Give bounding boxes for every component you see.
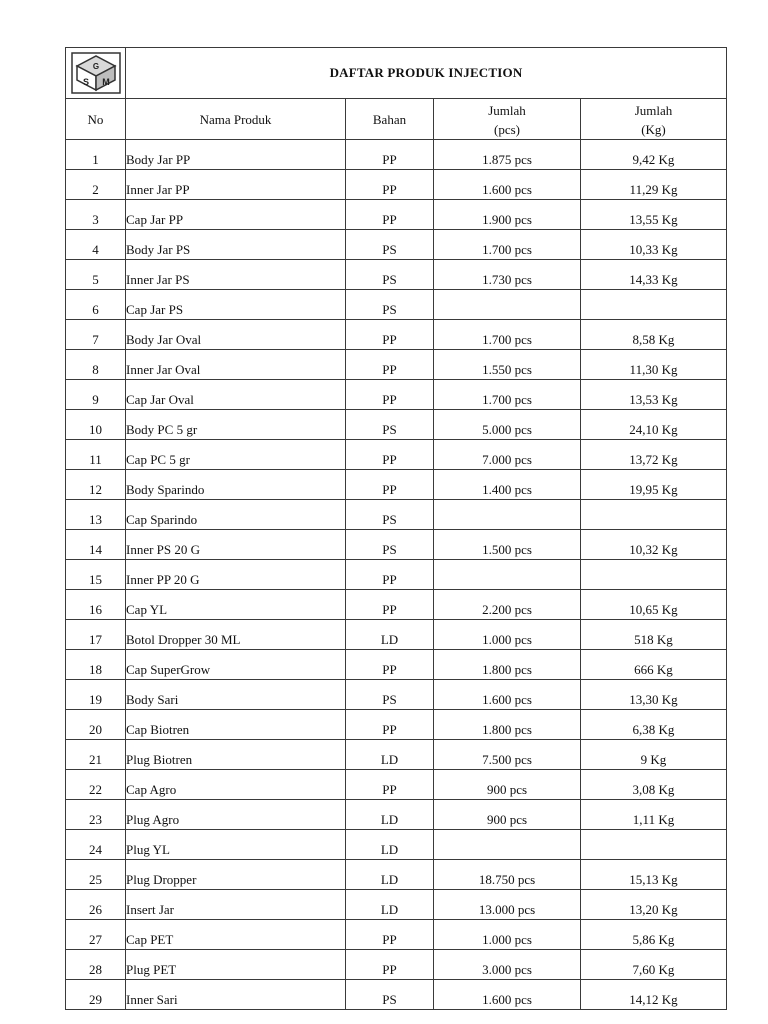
cell-jumlah-kg: 10,32 Kg: [581, 530, 727, 560]
cell-jumlah-pcs: 1.000 pcs: [434, 620, 581, 650]
cell-bahan: LD: [346, 800, 434, 830]
cell-nama-produk: Plug YL: [126, 830, 346, 860]
cell-no: 19: [66, 680, 126, 710]
table-row: [66, 170, 727, 200]
cell-jumlah-pcs: 7.000 pcs: [434, 440, 581, 470]
svg-text:S: S: [82, 77, 89, 87]
cell-no: 8: [66, 350, 126, 380]
cell-bahan: PP: [346, 560, 434, 590]
cell-nama-produk: Inner Sari: [126, 980, 346, 1010]
table-row: [66, 830, 727, 860]
cell-no: 23: [66, 800, 126, 830]
cell-bahan: PP: [346, 920, 434, 950]
cell-nama-produk: Inner PP 20 G: [126, 560, 346, 590]
cell-nama-produk: Cap Jar Oval: [126, 380, 346, 410]
cell-bahan: LD: [346, 740, 434, 770]
cell-nama-produk: Cap PET: [126, 920, 346, 950]
cell-jumlah-kg: 14,33 Kg: [581, 260, 727, 290]
table-row: [66, 980, 727, 1010]
cell-no: 16: [66, 590, 126, 620]
cell-bahan: PP: [346, 320, 434, 350]
cell-bahan: PS: [346, 530, 434, 560]
cell-bahan: PP: [346, 440, 434, 470]
cell-bahan: PS: [346, 260, 434, 290]
cell-jumlah-pcs: 1.800 pcs: [434, 710, 581, 740]
cell-jumlah-kg: 11,29 Kg: [581, 170, 727, 200]
cell-no: 25: [66, 860, 126, 890]
table-row: [66, 710, 727, 740]
cell-no: 20: [66, 710, 126, 740]
cell-jumlah-pcs: 1.000 pcs: [434, 920, 581, 950]
cell-bahan: LD: [346, 830, 434, 860]
page-title: DAFTAR PRODUK INJECTION: [126, 48, 727, 99]
table-row: [66, 920, 727, 950]
cell-bahan: PS: [346, 680, 434, 710]
cell-nama-produk: Inner Jar Oval: [126, 350, 346, 380]
cell-jumlah-kg: 24,10 Kg: [581, 410, 727, 440]
table-row: [66, 200, 727, 230]
cell-jumlah-kg: 1,11 Kg: [581, 800, 727, 830]
cell-nama-produk: Insert Jar: [126, 890, 346, 920]
table-row: [66, 890, 727, 920]
cell-nama-produk: Inner Jar PS: [126, 260, 346, 290]
cell-jumlah-kg: [581, 290, 727, 320]
cell-bahan: PS: [346, 500, 434, 530]
cell-jumlah-pcs: 1.700 pcs: [434, 320, 581, 350]
table-row: [66, 860, 727, 890]
header-no: No: [66, 99, 126, 140]
cell-nama-produk: Body Sparindo: [126, 470, 346, 500]
cell-bahan: LD: [346, 890, 434, 920]
header-jumlah-kg: [581, 99, 727, 140]
header-jumlah-kg-line2: (Kg): [641, 122, 666, 137]
table-row: [66, 770, 727, 800]
cell-nama-produk: Cap YL: [126, 590, 346, 620]
table-row: [66, 800, 727, 830]
cell-jumlah-kg: 14,12 Kg: [581, 980, 727, 1010]
cell-jumlah-kg: 19,95 Kg: [581, 470, 727, 500]
cell-nama-produk: Plug Agro: [126, 800, 346, 830]
cell-jumlah-kg: 9 Kg: [581, 740, 727, 770]
cell-no: 12: [66, 470, 126, 500]
cell-no: 14: [66, 530, 126, 560]
table-row: [66, 680, 727, 710]
header-jumlah-pcs-line2: (pcs): [494, 122, 520, 137]
gsm-logo-icon: [71, 52, 121, 94]
cell-jumlah-kg: 518 Kg: [581, 620, 727, 650]
cell-bahan: PS: [346, 980, 434, 1010]
cell-bahan: PP: [346, 140, 434, 170]
table-row: [66, 140, 727, 170]
table-row: [66, 230, 727, 260]
cell-jumlah-kg: 8,58 Kg: [581, 320, 727, 350]
header-nama-produk: Nama Produk: [126, 99, 346, 140]
cell-jumlah-pcs: 1.875 pcs: [434, 140, 581, 170]
header-jumlah-pcs: [434, 99, 581, 140]
cell-no: 15: [66, 560, 126, 590]
cell-jumlah-kg: 10,33 Kg: [581, 230, 727, 260]
cell-bahan: PP: [346, 770, 434, 800]
cell-no: 5: [66, 260, 126, 290]
cell-jumlah-kg: 6,38 Kg: [581, 710, 727, 740]
cell-jumlah-pcs: 3.000 pcs: [434, 950, 581, 980]
cell-nama-produk: Body Jar PP: [126, 140, 346, 170]
cell-nama-produk: Cap SuperGrow: [126, 650, 346, 680]
cell-jumlah-kg: 13,53 Kg: [581, 380, 727, 410]
cell-bahan: PP: [346, 590, 434, 620]
table-row: [66, 410, 727, 440]
cell-jumlah-pcs: 1.400 pcs: [434, 470, 581, 500]
cell-jumlah-kg: 13,20 Kg: [581, 890, 727, 920]
table-row: [66, 320, 727, 350]
cell-no: 1: [66, 140, 126, 170]
cell-jumlah-kg: 11,30 Kg: [581, 350, 727, 380]
table-row: [66, 950, 727, 980]
table-row: [66, 650, 727, 680]
logo-text: G: [92, 62, 99, 71]
cell-no: 17: [66, 620, 126, 650]
cell-no: 18: [66, 650, 126, 680]
cell-bahan: PP: [346, 380, 434, 410]
cell-jumlah-kg: 13,72 Kg: [581, 440, 727, 470]
logo-cell: [66, 48, 126, 99]
cell-bahan: PP: [346, 950, 434, 980]
cell-jumlah-pcs: [434, 560, 581, 590]
cell-bahan: PP: [346, 470, 434, 500]
cell-nama-produk: Cap Agro: [126, 770, 346, 800]
table-row: [66, 440, 727, 470]
cell-bahan: PP: [346, 710, 434, 740]
cell-bahan: PP: [346, 200, 434, 230]
table-row: [66, 590, 727, 620]
cell-bahan: PP: [346, 650, 434, 680]
table-row: [66, 470, 727, 500]
header-jumlah-kg-line1: Jumlah: [634, 103, 673, 118]
header-bahan: Bahan: [346, 99, 434, 140]
cell-nama-produk: Cap Jar PS: [126, 290, 346, 320]
product-sheet: [65, 47, 726, 1010]
cell-bahan: PS: [346, 410, 434, 440]
cell-jumlah-pcs: 1.600 pcs: [434, 980, 581, 1010]
cell-nama-produk: Botol Dropper 30 ML: [126, 620, 346, 650]
cell-jumlah-kg: 13,30 Kg: [581, 680, 727, 710]
cell-jumlah-kg: 3,08 Kg: [581, 770, 727, 800]
cell-no: 6: [66, 290, 126, 320]
cell-no: 13: [66, 500, 126, 530]
cell-nama-produk: Inner Jar PP: [126, 170, 346, 200]
cell-jumlah-kg: 666 Kg: [581, 650, 727, 680]
cell-jumlah-pcs: 7.500 pcs: [434, 740, 581, 770]
cell-no: 10: [66, 410, 126, 440]
cell-jumlah-pcs: 1.500 pcs: [434, 530, 581, 560]
cell-jumlah-pcs: 1.900 pcs: [434, 200, 581, 230]
cell-bahan: LD: [346, 620, 434, 650]
cell-jumlah-kg: 10,65 Kg: [581, 590, 727, 620]
header-jumlah-pcs-line1: Jumlah: [488, 103, 526, 118]
table-row: [66, 530, 727, 560]
table-row: [66, 350, 727, 380]
cell-nama-produk: Body PC 5 gr: [126, 410, 346, 440]
cell-jumlah-pcs: 2.200 pcs: [434, 590, 581, 620]
table-row: [66, 500, 727, 530]
cell-nama-produk: Cap Sparindo: [126, 500, 346, 530]
cell-jumlah-pcs: 1.700 pcs: [434, 380, 581, 410]
cell-jumlah-kg: 15,13 Kg: [581, 860, 727, 890]
cell-no: 7: [66, 320, 126, 350]
table-row: [66, 260, 727, 290]
cell-no: 2: [66, 170, 126, 200]
cell-no: 3: [66, 200, 126, 230]
cell-jumlah-pcs: [434, 290, 581, 320]
cell-jumlah-kg: [581, 500, 727, 530]
cell-bahan: PP: [346, 170, 434, 200]
cell-nama-produk: Body Jar Oval: [126, 320, 346, 350]
cell-nama-produk: Cap Biotren: [126, 710, 346, 740]
cell-nama-produk: Body Jar PS: [126, 230, 346, 260]
cell-jumlah-pcs: 18.750 pcs: [434, 860, 581, 890]
cell-no: 24: [66, 830, 126, 860]
cell-jumlah-pcs: 1.700 pcs: [434, 230, 581, 260]
cell-no: 22: [66, 770, 126, 800]
cell-nama-produk: Plug Biotren: [126, 740, 346, 770]
cell-nama-produk: Plug PET: [126, 950, 346, 980]
cell-no: 11: [66, 440, 126, 470]
cell-jumlah-kg: 9,42 Kg: [581, 140, 727, 170]
cell-jumlah-pcs: 5.000 pcs: [434, 410, 581, 440]
table-row: [66, 740, 727, 770]
cell-jumlah-pcs: 900 pcs: [434, 770, 581, 800]
svg-text:M: M: [101, 77, 110, 87]
cell-no: 27: [66, 920, 126, 950]
table-row: [66, 620, 727, 650]
cell-jumlah-pcs: [434, 830, 581, 860]
cell-no: 26: [66, 890, 126, 920]
table-row: [66, 560, 727, 590]
cell-jumlah-pcs: 1.730 pcs: [434, 260, 581, 290]
product-table: [65, 47, 727, 1010]
header-row: [66, 99, 727, 140]
cell-jumlah-kg: 13,55 Kg: [581, 200, 727, 230]
title-row: [66, 48, 727, 99]
cell-jumlah-pcs: 1.550 pcs: [434, 350, 581, 380]
table-row: [66, 290, 727, 320]
cell-no: 21: [66, 740, 126, 770]
cell-nama-produk: Cap Jar PP: [126, 200, 346, 230]
cell-bahan: PP: [346, 350, 434, 380]
cell-jumlah-pcs: 13.000 pcs: [434, 890, 581, 920]
cell-jumlah-kg: 5,86 Kg: [581, 920, 727, 950]
cell-nama-produk: Cap PC 5 gr: [126, 440, 346, 470]
cell-bahan: LD: [346, 860, 434, 890]
cell-no: 9: [66, 380, 126, 410]
cell-bahan: PS: [346, 290, 434, 320]
cell-bahan: PS: [346, 230, 434, 260]
cell-nama-produk: Inner PS 20 G: [126, 530, 346, 560]
cell-jumlah-kg: [581, 830, 727, 860]
cell-jumlah-pcs: 1.600 pcs: [434, 170, 581, 200]
cell-jumlah-kg: [581, 560, 727, 590]
cell-nama-produk: Plug Dropper: [126, 860, 346, 890]
cell-jumlah-pcs: 1.600 pcs: [434, 680, 581, 710]
cell-nama-produk: Body Sari: [126, 680, 346, 710]
cell-no: 28: [66, 950, 126, 980]
cell-jumlah-kg: 7,60 Kg: [581, 950, 727, 980]
cell-no: 4: [66, 230, 126, 260]
cell-no: 29: [66, 980, 126, 1010]
cell-jumlah-pcs: 1.800 pcs: [434, 650, 581, 680]
cell-jumlah-pcs: [434, 500, 581, 530]
cell-jumlah-pcs: 900 pcs: [434, 800, 581, 830]
table-row: [66, 380, 727, 410]
